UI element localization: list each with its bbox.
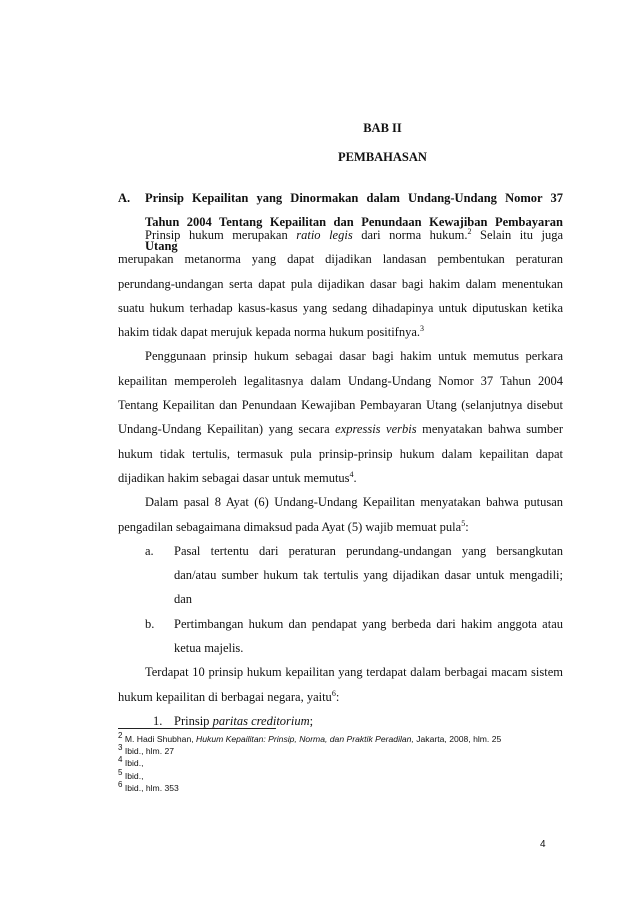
text-run: Ibid., hlm. 353 [122, 782, 179, 793]
footnote-number: 6 [118, 779, 123, 789]
paragraph-1 [118, 223, 563, 344]
footnote [118, 733, 563, 745]
text-run: Ibid., [122, 770, 144, 781]
text-run: Ibid., [122, 758, 144, 769]
list-item-text: Pasal tertentu dari peraturan perundang-undangan yang bersangkutan dan/atau sumber hukum tak tertulis yang dijadikan dasar untuk mengadili; dan [174, 543, 563, 607]
list-marker: b. [145, 616, 155, 631]
paragraph-4 [118, 660, 563, 709]
footnote-number: 4 [118, 755, 123, 765]
chapter-label: BAB II [363, 121, 402, 135]
italic-term: ratio legis [296, 228, 353, 242]
footnote [118, 757, 563, 769]
footnote [118, 745, 563, 757]
footnote [118, 779, 563, 794]
text-run: Prinsip hukum merupakan [145, 228, 297, 242]
section-title: Prinsip Kepailitan yang Dinormakan dalam Undang-Undang Nomor 37 Tahun 2004 Tentang Kepailitan dan Penundaan Kewajiban Pembayaran Utang [145, 191, 563, 253]
list-item-text: Pertimbangan hukum dan pendapat yang berbeda dari hakim anggota atau ketua majelis. [174, 616, 563, 656]
footnote-number: 5 [118, 767, 123, 777]
footnote-ref[interactable]: 6 [331, 688, 336, 698]
chapter-title: PEMBAHASAN [338, 150, 427, 164]
list-item [118, 539, 563, 612]
body-text [118, 223, 563, 733]
footnote-ref[interactable]: 4 [349, 469, 354, 479]
text-run: ; [309, 713, 314, 728]
text-run: M. Hadi Shubhan, [122, 734, 197, 744]
section-number: A. [118, 191, 131, 205]
italic-term: expressis verbis [335, 422, 417, 437]
italic-term: Hukum Kepailitan: Prinsip, Norma, dan Praktik Peradilan, [196, 734, 414, 744]
text-run: : [335, 689, 340, 704]
text-run: Selain itu juga merupakan metanorma yang dapat dijadikan landasan pembentukan peraturan perundang-undangan serta dapat pula dijadikan dasar bagi hakim dalam menentukan suatu hukum terhadap kasus-kasus yang sedang dihadapinya untuk diputuskan ketika hakim tidak dapat merujuk kepada norma hukum positifnya. [118, 228, 564, 340]
footnote-number: 2 [118, 731, 123, 741]
footnote-ref[interactable]: 5 [461, 518, 466, 528]
text-run: . [353, 470, 357, 485]
text-run: Ibid., hlm. 27 [122, 746, 175, 757]
text-run: Prinsip [174, 713, 213, 728]
list-item [118, 709, 563, 733]
paragraph-2 [118, 344, 563, 490]
text-run: Penggunaan prinsip hukum sebagai dasar bagi hakim untuk memutus perkara kepailitan memperoleh legalitasnya dalam Undang-Undang Nomor 37 Tahun 2004 Tentang Kepailitan dan Penundaan Kewajiban Pembayaran Utang (selanjutnya disebut Undang-Undang Kepailitan) yang secara [118, 349, 563, 437]
footnote-ref[interactable]: 2 [467, 226, 472, 236]
list-marker: a. [145, 543, 154, 558]
footnote-number: 3 [118, 743, 123, 753]
text-run: dari norma hukum. [352, 228, 468, 242]
text-run: Dalam pasal 8 Ayat (6) Undang-Undang Kepailitan menyatakan bahwa putusan pengadilan sebagaimana dimaksud pada Ayat (5) wajib memuat pula [118, 495, 563, 534]
list-item [118, 612, 563, 661]
footnote-separator [118, 728, 276, 729]
text-run: Terdapat 10 prinsip hukum kepailitan yang terdapat dalam berbagai macam sistem hukum kepailitan di berbagai negara, yaitu [118, 665, 563, 704]
list-marker: 1. [153, 713, 163, 728]
footnote-ref[interactable]: 3 [420, 324, 425, 334]
footnotes [118, 733, 563, 794]
paragraph-3 [118, 490, 563, 539]
text-run: menyatakan bahwa sumber hukum tidak tertulis, termasuk pula prinsip-prinsip hukum dalam kepailitan dapat dijadikan hakim sebagai dasar untuk memutus [118, 422, 563, 485]
italic-term: paritas creditorium [212, 713, 310, 728]
text-run: : [465, 519, 469, 534]
page-number: 4 [540, 839, 546, 850]
text-run: Jakarta, 2008, hlm. 25 [413, 734, 502, 744]
footnote [118, 767, 563, 782]
